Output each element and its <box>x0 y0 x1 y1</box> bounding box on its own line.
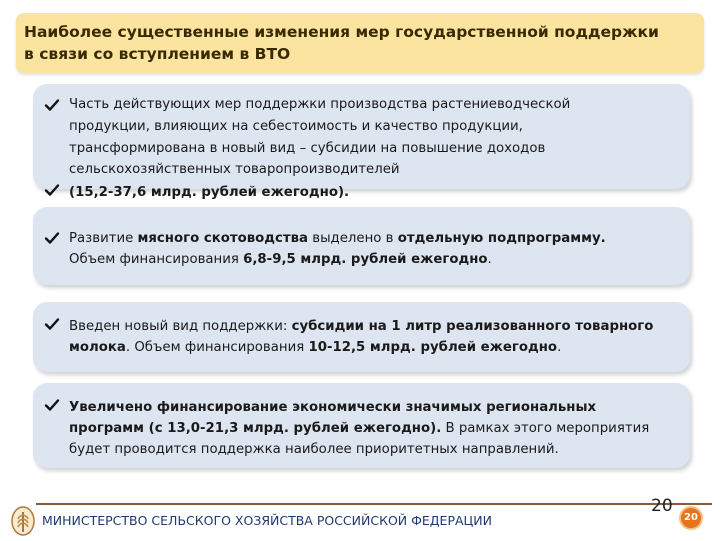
card-text-segment: В рамках этого мероприятия <box>441 421 650 436</box>
card-text-line <box>69 440 681 460</box>
ministry-emblem-icon <box>10 505 36 537</box>
card-text-segment: продукции, влияющих на себестоимость и качество продукции, <box>69 119 523 134</box>
card-text-segment: 6,8-9,5 млрд. рублей ежегодно <box>243 252 488 267</box>
card-text-segment: 10-12,5 млрд. рублей ежегодно <box>308 340 558 355</box>
ministry-name: МИНИСТЕРСТВО СЕЛЬСКОГО ХОЗЯЙСТВА РОССИЙСКОЙ ФЕДЕРАЦИИ <box>42 513 492 528</box>
card-text-line <box>69 95 681 115</box>
slide-title: Наиболее существенные изменения мер государственной поддержки в связи со вступлением в ВТО <box>24 23 659 63</box>
page-number: 20 <box>651 496 673 516</box>
card-text-segment: трансформирована в новый вид – субсидии на повышение доходов <box>69 141 546 156</box>
card-text-segment: сельскохозяйственных товаропроизводителей <box>69 162 400 177</box>
card-text-line <box>69 398 681 418</box>
card-text-segment: Увеличено финансирование экономически значимых региональных <box>69 400 597 415</box>
card-text-segment: молока <box>69 340 126 355</box>
checkmark-icon <box>44 182 60 198</box>
card-text-segment: Развитие <box>69 231 138 246</box>
card-text-segment: субсидии на 1 литр реализованного товарного <box>291 319 654 334</box>
card-text-segment: будет проводится поддержка наиболее приоритетных направлений. <box>69 442 559 457</box>
checkmark-icon <box>44 230 60 246</box>
card-text-segment: (15,2-37,6 млрд. рублей ежегодно). <box>69 185 350 200</box>
card-text-line <box>69 419 681 439</box>
card-text-segment: . <box>487 252 492 267</box>
card-text-segment: . Объем финансирования <box>125 340 309 355</box>
card-text-line <box>69 139 681 159</box>
footer-divider <box>36 503 712 505</box>
checkmark-icon <box>44 97 60 113</box>
card-text-segment: Введен новый вид поддержки: <box>69 319 292 334</box>
card-text-line <box>69 229 681 249</box>
card-text-line <box>69 317 681 337</box>
card-text-line <box>69 183 681 203</box>
checkmark-icon <box>44 397 60 413</box>
card-text-segment: программ (с 13,0-21,3 млрд. рублей ежегодно). <box>69 421 442 436</box>
checkmark-icon <box>44 316 60 332</box>
card-text-segment: отдельную подпрограмму. <box>397 231 606 246</box>
card-text-line <box>69 338 681 358</box>
card-text-line <box>69 160 681 180</box>
card-text-segment: выделено в <box>308 231 398 246</box>
card-text-line <box>69 250 681 270</box>
card-text-segment: Объем финансирования <box>69 252 244 267</box>
page-number-badge: 20 <box>679 506 703 530</box>
card-text-line <box>69 117 681 137</box>
card-text-segment: Часть действующих мер поддержки производства растениеводческой <box>69 97 571 112</box>
card-text-segment: . <box>557 340 562 355</box>
support-card-milk-subsidy <box>33 302 690 372</box>
card-text-segment: мясного скотоводства <box>137 231 308 246</box>
